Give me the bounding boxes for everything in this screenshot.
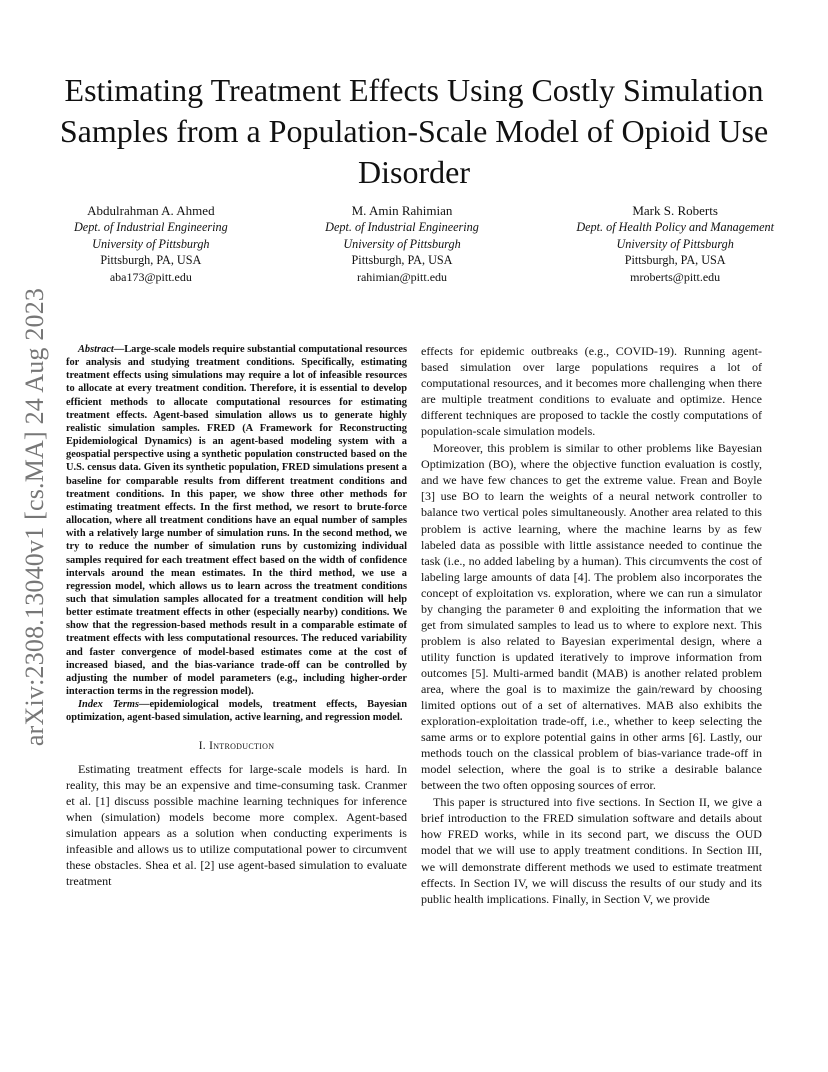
paper-title: Estimating Treatment Effects Using Costly Simulation Samples from a Population-Scale Model of Opioid Use Disorder: [59, 72, 769, 190]
author-3: [576, 202, 774, 285]
author-email[interactable]: aba173@pitt.edu: [109, 269, 192, 284]
index-terms: [66, 698, 407, 724]
section-heading: I. Introduction: [198, 739, 275, 752]
author-university: University of Pittsburgh: [616, 236, 734, 251]
author-1: [74, 202, 228, 285]
author-location: Pittsburgh, PA, USA: [351, 253, 453, 267]
author-2: [325, 202, 479, 285]
body-paragraph: Moreover, this problem is similar to other problems like Bayesian Optimization (BO), where the objective function evaluation is costly, and we have few chances to get the extreme value. Frean and Boyle [3] use BO to learn the weights of a neural network controller to balance two vertical poles simultaneously. Another area related to this problem is active learning, where the machine learns by as few labeled data as possible with little assistance needed to continue the task (i.e., no added labeling by a human). This circumvents the cost of labeling large amounts of data [4]. The problem also incorporates the concept of exploitation vs. exploration, where we can run a simulator by changing the parameter θ and exploiting the information that we get from simulated samples to lead us to where to explore next. This problem is also related to Bayesian experimental design, where a utility function is updated iteratively to improve information from outcomes [5]. Multi-armed bandit (MAB) is another related problem area, where the goal is to maximize the gain/reward by choosing limited options out of a set of alternatives. MAB also exhibits the exploration-exploitation trade-off, i.e., whether to keep selecting the same arms or to explore potential gains in other arms [6]. Lastly, our methods touch on the classical problem of bias-variance trade-off in model selection, where the goal is to strike a desirable balance between the two often opposing sources of error.: [421, 441, 762, 793]
abstract: [66, 343, 407, 698]
right-column: [421, 343, 762, 907]
author-block: [74, 202, 774, 285]
left-column: [66, 343, 407, 889]
arxiv-stamp: [20, 272, 50, 762]
author-name: Mark S. Roberts: [632, 203, 718, 218]
author-email[interactable]: rahimian@pitt.edu: [356, 269, 448, 284]
arxiv-identifier[interactable]: arXiv:2308.13040v1 [cs.MA] 24 Aug 2023: [20, 287, 50, 747]
body-paragraph: This paper is structured into five sections. In Section II, we give a brief introduction to the FRED simulation software and details about how FRED works, while in its second part, we discuss the OUD model that we will use to apply treatment conditions. In Section III, we will demonstrate different methods we used to estimate treatment effects. In Section IV, we will discuss the results of our study and its public health implications. Finally, in Section V, we provide: [421, 795, 762, 906]
author-location: Pittsburgh, PA, USA: [100, 253, 202, 267]
author-dept: Dept. of Health Policy and Management: [576, 220, 774, 234]
body-paragraph: effects for epidemic outbreaks (e.g., COVID-19). Running agent-based simulation over large populations requires a lot of computational resources, and it becomes more challenging when there are multiple treatment conditions to evaluate and optimize. Hence different techniques are proposed to tackle the costly computations of population-scale simulation models.: [421, 344, 762, 439]
index-terms-lead: Index Terms: [78, 699, 140, 711]
author-name: M. Amin Rahimian: [351, 203, 453, 218]
author-email[interactable]: mroberts@pitt.edu: [630, 269, 721, 284]
abstract-lead: Abstract: [78, 344, 114, 355]
author-dept: Dept. of Industrial Engineering: [74, 220, 228, 234]
abstract-text: —Large-scale models require substantial computational resources for analysis and studying treatment conditions. Specifically, estimating treatment effects using simulations may require a lot of infeasible resources to allocate at every treatment condition. Therefore, it is essential to develop efficient methods to allocate computational resources for estimating treatment effects. Agent-based simulation allows us to generate highly realistic simulation samples. FRED (A Framework for Reconstructing Epidemiological Dynamics) is an agent-based modeling system with a geospatial perspective using a synthetic population constructed based on the U.S. census data. Given its synthetic population, FRED simulations present a baseline for comparable results from different treatment conditions and treatment conditions. In this paper, we show three other methods for estimating treatment effects. In the first method, we resort to brute-force allocation, where all treatment conditions have an equal number of samples with a relatively large number of simulation runs. In the second method, we try to reduce the number of simulation runs by customizing individual samples required for each treatment effect based on the width of confidence intervals around the mean estimates. In the third method, we use a regression model, which allows us to learn across the treatment conditions such that simulation samples allocated for a treatment condition will help better estimate treatment effects in other (especially nearby) conditions. We show that the regression-based methods result in a comparable estimate of treatment effects with less computational resources. The reduced variability and faster convergence of model-based estimates come at the cost of increased biased, and the bias-variance trade-off can be controlled by adjusting the number of model parameters (e.g., including higher-order interaction terms in the regression model).: [66, 344, 407, 698]
body-paragraph: Estimating treatment effects for large-scale models is hard. In reality, this may be an expensive and time-consuming task. Cranmer et al. [1] discuss possible machine learning techniques for inference when (simulation) models become more complex. Agent-based simulation appears as a solution when conducting experiments is infeasible and allows us to utilize computational power to circumvent these obstacles. Shea et al. [2] use agent-based simulation to evaluate treatment: [66, 761, 407, 888]
author-dept: Dept. of Industrial Engineering: [325, 220, 479, 234]
author-location: Pittsburgh, PA, USA: [624, 253, 726, 267]
author-university: University of Pittsburgh: [343, 236, 461, 251]
author-university: University of Pittsburgh: [92, 236, 210, 251]
author-name: Abdulrahman A. Ahmed: [87, 203, 215, 218]
index-terms-text: —epidemiological models, treatment effects, Bayesian optimization, agent-based simulation, active learning, and regression model.: [66, 699, 407, 724]
